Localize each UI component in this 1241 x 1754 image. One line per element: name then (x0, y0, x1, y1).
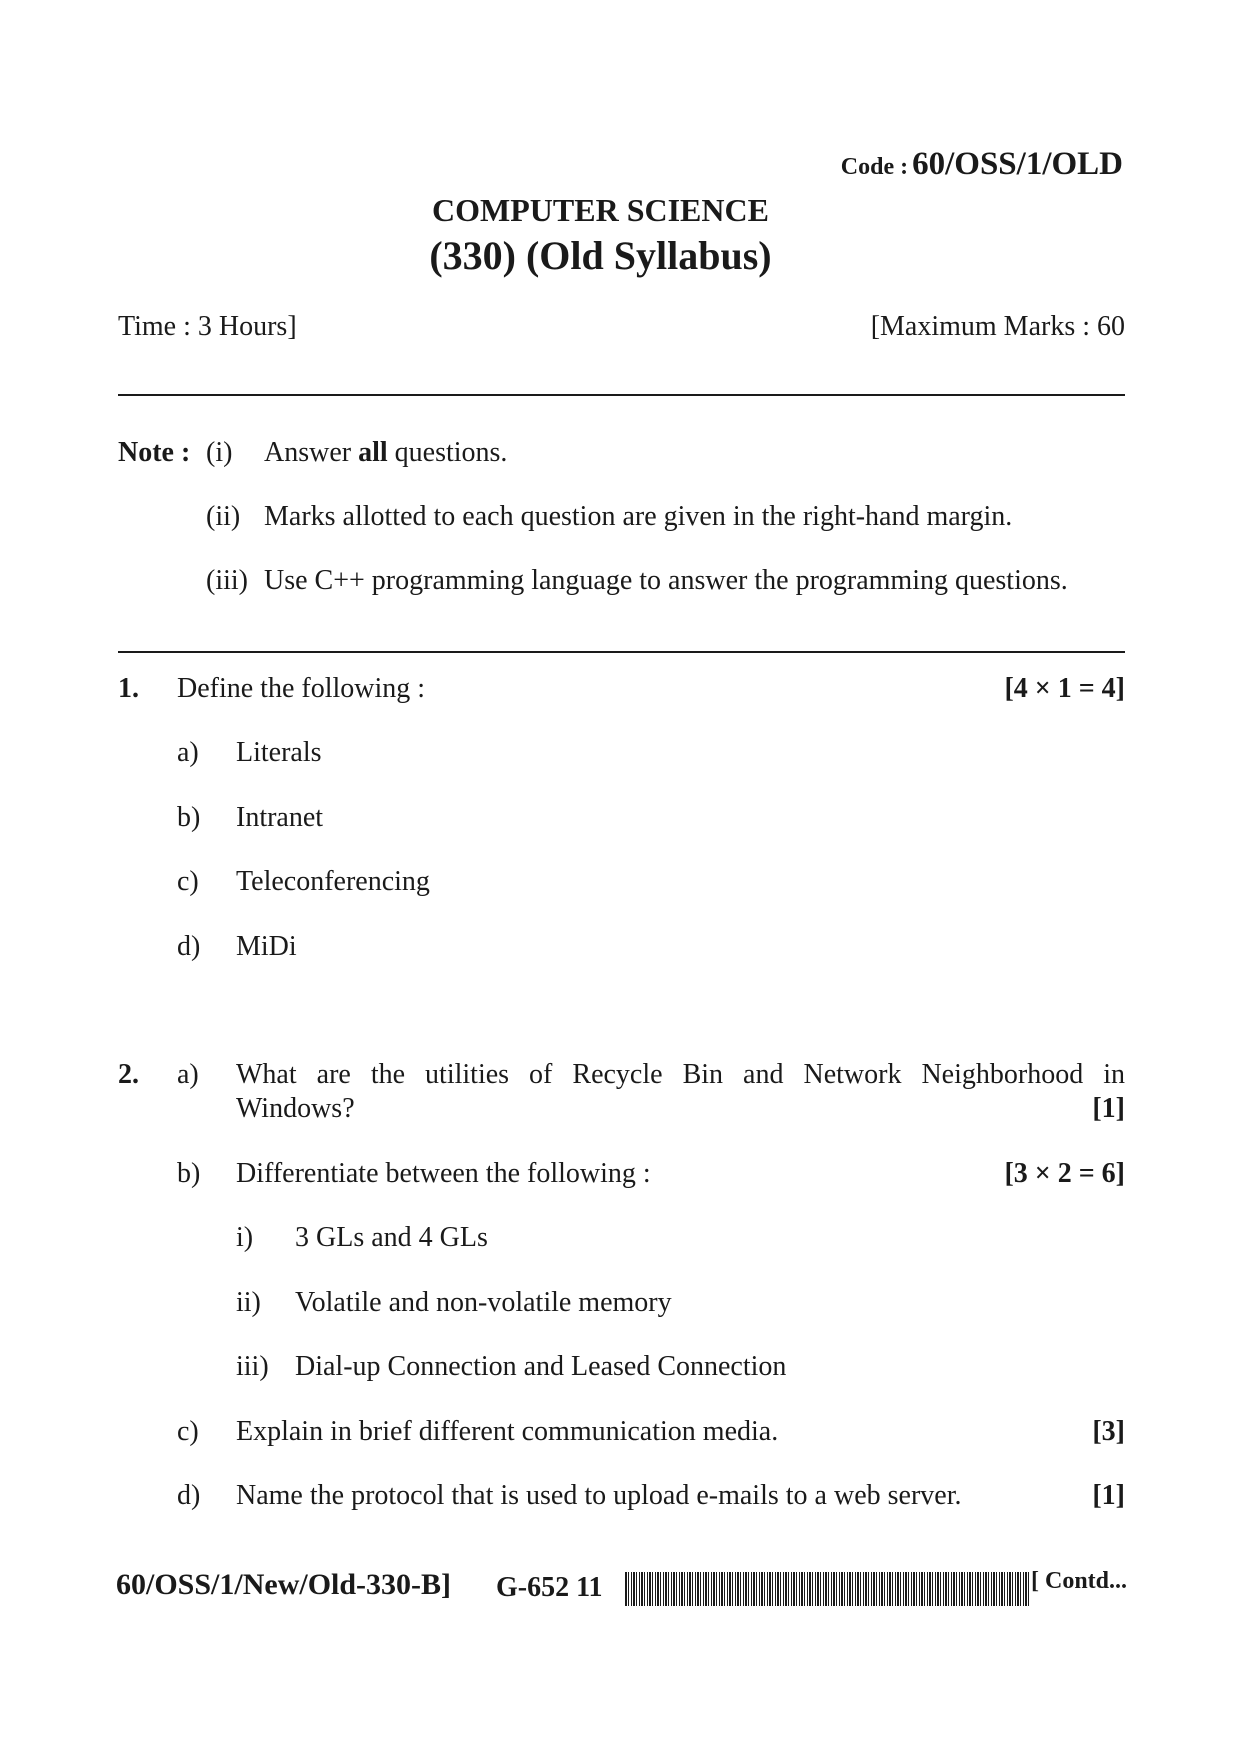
continued-label: [ Contd... (1031, 1568, 1128, 1594)
q2b-item-text: Volatile and non-volatile memory (295, 1287, 672, 1318)
q2c-marks: [3] (1092, 1416, 1125, 1447)
note-text-1-bold: all (358, 437, 388, 468)
q2b-marks: [3 × 2 = 6] (1004, 1158, 1125, 1189)
q2b-text: Differentiate between the following : (236, 1158, 651, 1189)
note-text-3: Use C++ programming language to answer the programming questions. (264, 565, 1068, 596)
q2a-label: a) (177, 1059, 199, 1090)
paper-code (841, 146, 1123, 183)
q2c-label: c) (177, 1416, 199, 1447)
q1-part-label: c) (177, 866, 199, 897)
q1-part-label: d) (177, 931, 201, 962)
time-allowed: Time : 3 Hours] (118, 311, 297, 342)
divider-top (118, 394, 1125, 396)
q2d-marks: [1] (1092, 1480, 1125, 1511)
q2c-text: Explain in brief different communication media. (236, 1416, 779, 1447)
q2b-item-text: 3 GLs and 4 GLs (295, 1222, 488, 1253)
syllabus-title: (330) (Old Syllabus) (429, 233, 772, 278)
code-value: 60/OSS/1/OLD (912, 146, 1123, 182)
subject-title: COMPUTER SCIENCE (432, 192, 769, 228)
question-1-marks: [4 × 1 = 4] (1004, 673, 1125, 704)
barcode (625, 1572, 1029, 1606)
q1-part-label: b) (177, 802, 201, 833)
q2d-text: Name the protocol that is used to upload e-mails to a web server. (236, 1480, 962, 1511)
q2d-label: d) (177, 1480, 201, 1511)
q2a-text-line1: What are the utilities of Recycle Bin and Network Neighborhood in (236, 1059, 1125, 1090)
question-2-number: 2. (118, 1059, 139, 1090)
q2b-item-label: iii) (236, 1351, 269, 1382)
q2a-marks: [1] (1092, 1093, 1125, 1124)
q1-part-text: Teleconferencing (236, 866, 430, 897)
note-label: Note : (118, 437, 191, 468)
q2b-item-label: i) (236, 1222, 254, 1253)
divider-middle (118, 651, 1125, 653)
note-num-2: (ii) (206, 501, 241, 532)
q2a-text-line2: Windows? (236, 1093, 355, 1124)
q1-part-text: Literals (236, 737, 322, 768)
question-1-number: 1. (118, 673, 139, 704)
q1-part-text: MiDi (236, 931, 297, 962)
q2b-item-text: Dial-up Connection and Leased Connection (295, 1351, 787, 1382)
q2b-label: b) (177, 1158, 201, 1189)
footer-paper-code: 60/OSS/1/New/Old-330-B] (116, 1568, 452, 1601)
code-label: Code : (840, 154, 909, 180)
maximum-marks: [Maximum Marks : 60 (870, 311, 1125, 342)
footer-g-code: G-652 11 (496, 1572, 603, 1603)
q2b-item-label: ii) (236, 1287, 261, 1318)
note-text-1-pre: Answer (264, 437, 359, 468)
note-text-2: Marks allotted to each question are given in the right-hand margin. (264, 501, 1013, 532)
note-num-3: (iii) (206, 565, 248, 596)
note-text-1-post: questions. (387, 437, 508, 468)
question-1-text: Define the following : (177, 673, 426, 704)
note-num-1: (i) (206, 437, 233, 468)
q1-part-label: a) (177, 737, 199, 768)
q1-part-text: Intranet (236, 802, 324, 833)
note-text-1 (264, 437, 507, 469)
